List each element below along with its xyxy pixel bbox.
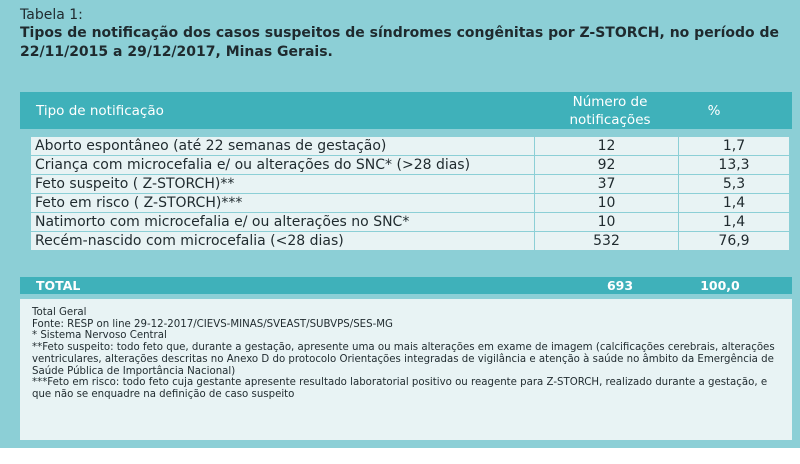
table-title: Tipos de notificação dos casos suspeitos de síndromes congênitas por Z-STORCH, no período de 22/11/2015 a 29/12/2017, Minas Gerais. [20,25,780,60]
table-header [20,6,790,62]
table-row [31,156,790,175]
row-count: 92 [535,156,679,175]
row-percent: 13,3 [679,156,790,175]
column-header-type: Tipo de notificação [36,103,164,119]
data-table [30,136,790,251]
total-count: 693 [606,278,634,293]
footnote: * Sistema Nervoso Central [32,330,167,342]
table-label: Tabela 1: [20,7,83,23]
row-percent: 1,4 [679,213,790,232]
row-count: 10 [535,213,679,232]
footnote: ***Feto em risco: todo feto cuja gestante apresente resultado laboratorial positivo ou reagente para Z-STORCH, realizado durante a gestação, e que não se enquadre na definição de caso suspeito [32,377,768,400]
footnote: Total Geral [32,307,87,318]
table-row [31,137,790,156]
footnote: Fonte: RESP on line 29-12-2017/CIEVS-MINAS/SVEAST/SUBVPS/SES-MG [32,318,393,330]
row-count: 532 [535,232,679,251]
column-header-count: Número de notificações [569,94,651,128]
row-count: 10 [535,194,679,213]
total-row [20,277,792,294]
table-row [31,213,790,232]
row-label: Feto em risco ( Z-STORCH)*** [31,194,535,213]
row-count: 37 [535,175,679,194]
row-label: Feto suspeito ( Z-STORCH)** [31,175,535,194]
row-label: Recém-nascido com microcefalia (<28 dias) [31,232,535,251]
footnotes [20,299,792,440]
row-count: 12 [535,137,679,156]
table-row [31,232,790,251]
row-percent: 1,7 [679,137,790,156]
row-percent: 1,4 [679,194,790,213]
row-percent: 76,9 [679,232,790,251]
footnote: **Feto suspeito: todo feto que, durante a gestação, apresente uma ou mais alterações em exame de imagem (calcificações cerebrais, alterações ventriculares, alterações descritas no Anexo D do protocolo Orientações integradas de vigilância e atenção à saúde no âmbito da Emergência de Saúde Pública de Importância Nacional) [32,342,775,377]
table-row [31,194,790,213]
row-label: Aborto espontâneo (até 22 semanas de gestação) [31,137,535,156]
row-percent: 5,3 [679,175,790,194]
row-label: Natimorto com microcefalia e/ ou alterações no SNC* [31,213,535,232]
total-percent: 100,0 [700,278,740,293]
column-header-percent: % [707,103,721,119]
table-row [31,175,790,194]
row-label: Criança com microcefalia e/ ou alterações do SNC* (>28 dias) [31,156,535,175]
total-label: TOTAL [36,278,81,293]
column-header-row [20,92,792,129]
